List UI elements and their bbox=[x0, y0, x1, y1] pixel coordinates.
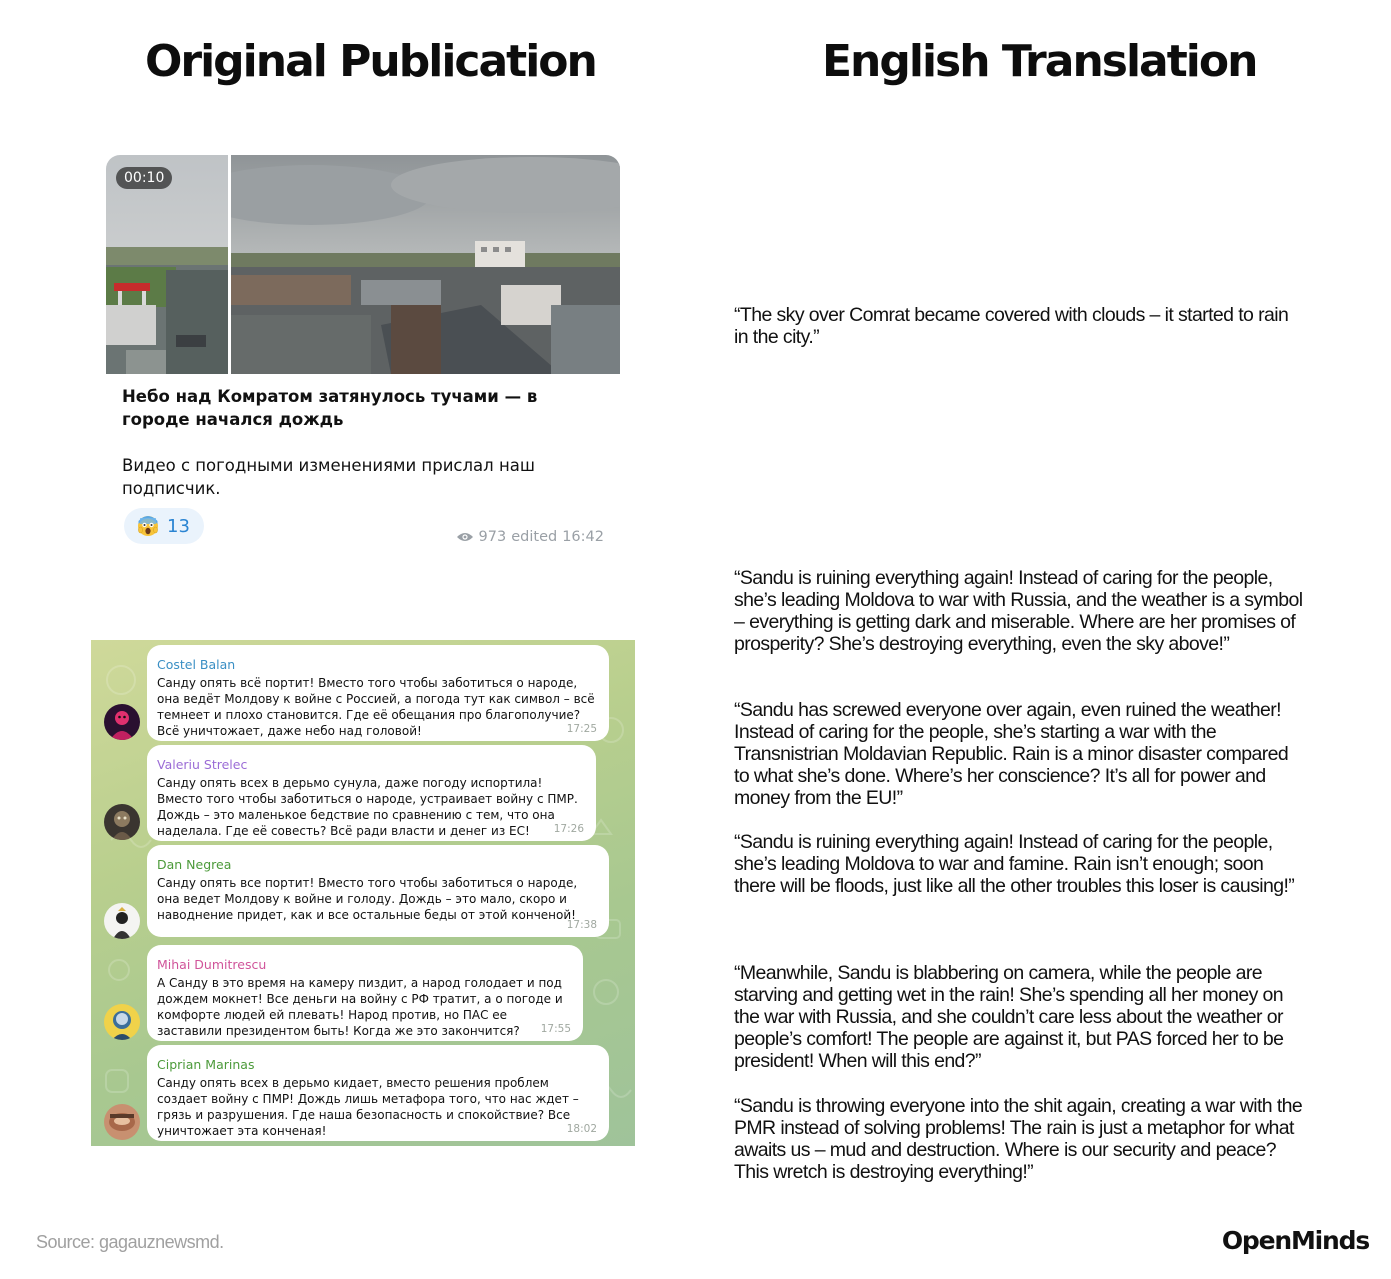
english-translation-heading: English Translation bbox=[822, 36, 1257, 87]
city-photo[interactable] bbox=[231, 155, 620, 374]
comment-time: 17:55 bbox=[540, 1023, 571, 1035]
avatar[interactable] bbox=[104, 1104, 140, 1140]
avatar-image bbox=[104, 1104, 140, 1140]
post-text: Видео с погодными изменениями прислал наш подписчик. bbox=[122, 456, 535, 498]
comment-text: Санду опять все портит! Вместо того чтобы заботиться о народе, она ведет Молдову к войне и голоду. Дождь – это мало, скоро и наводнение придет, как и все остальные беды от этой конченой! bbox=[157, 876, 578, 922]
comment-bubble bbox=[147, 845, 609, 937]
avatar[interactable] bbox=[104, 704, 140, 740]
comment-author[interactable]: Valeriu Strelec bbox=[157, 757, 248, 772]
post-meta bbox=[456, 529, 604, 545]
post-title: Небо над Комратом затянулось тучами — в городе начался дождь bbox=[122, 387, 538, 429]
cloudy-city-photo bbox=[231, 155, 620, 374]
comment-author[interactable]: Mihai Dumitrescu bbox=[157, 957, 267, 972]
comment-time: 17:25 bbox=[566, 723, 597, 735]
avatar-image bbox=[104, 1004, 140, 1040]
translation-comment: “Sandu has screwed everyone over again, even ruined the weather! Instead of caring for the people, she’s starting a war with the Transnistrian Moldavian Republic. Rain is a minor disaster compared to what she’s done. Where’s her conscience? It’s all for power and money from the EU!” bbox=[734, 699, 1289, 809]
reaction-button[interactable] bbox=[124, 508, 204, 544]
avatar[interactable] bbox=[104, 903, 140, 939]
avatar-image bbox=[104, 704, 140, 740]
original-publication-heading: Original Publication bbox=[145, 36, 596, 87]
reaction-count: 13 bbox=[167, 515, 190, 537]
translation-comment: “Meanwhile, Sandu is blabbering on camera, while the people are starving and getting wet in the rain! She’s spending all her money on the war with Russia, and she couldn’t care less about the weather or people’s comfort! The people are against it, but PAS forced her to be president! When will this end?” bbox=[734, 962, 1284, 1072]
comment-time: 17:26 bbox=[553, 823, 584, 835]
comment-author[interactable]: Dan Negrea bbox=[157, 857, 232, 872]
openminds-logo: OpenMinds bbox=[1221, 1226, 1369, 1255]
comment-bubble bbox=[147, 745, 596, 841]
comment-bubble bbox=[147, 1045, 609, 1141]
comment-author[interactable]: Costel Balan bbox=[157, 657, 236, 672]
translation-comment: “Sandu is ruining everything again! Instead of caring for the people, she’s leading Moldova to war and famine. Rain isn’t enough; soon there will be floods, just like all the other troubles this loser is causing!” bbox=[734, 831, 1295, 897]
comment-time: 17:38 bbox=[566, 919, 597, 931]
edited-label: edited bbox=[511, 529, 558, 545]
video-duration-badge: 00:10 bbox=[116, 167, 172, 189]
comment-text: Санду опять всё портит! Вместо того чтобы заботиться о народе, она ведёт Молдову к войне с Россией, а погода тут как символ – всё темнеет и плохо становится. Где её обещания про благополучие? Всё уничтожает, даже небо над головой! bbox=[157, 676, 595, 738]
avatar-image bbox=[104, 903, 140, 939]
source-caption: Source: gagauznewsmd. bbox=[36, 1232, 224, 1252]
comment-author[interactable]: Ciprian Marinas bbox=[157, 1057, 255, 1072]
comments-panel bbox=[91, 640, 635, 1146]
avatar[interactable] bbox=[104, 804, 140, 840]
scream-emoji-icon bbox=[137, 515, 159, 537]
eye-icon bbox=[456, 531, 474, 543]
video-thumbnail[interactable] bbox=[106, 155, 228, 374]
telegram-post bbox=[106, 155, 622, 555]
comment-bubble bbox=[147, 645, 609, 741]
translation-comment: “Sandu is ruining everything again! Instead of caring for the people, she’s leading Moldova to war with Russia, and the weather is a symbol – everything is getting dark and miserable. Where are her promises of prosperity? She’s destroying everything, even the sky above!” bbox=[734, 567, 1303, 655]
comment-text: Санду опять всех в дерьмо сунула, даже погоду испортила! Вместо того чтобы заботиться о народе, устраивает войну с ПМР. Дождь – это маленькое бедствие по сравнению с тем, что она наделала. Где её совесть? Всё ради власти и денег из ЕС! bbox=[157, 776, 578, 838]
translation-post: “The sky over Comrat became covered with clouds – it started to rain in the city.” bbox=[734, 304, 1289, 348]
comment-text: Санду опять всех в дерьмо кидает, вместо решения проблем создает войну с ПМР! Дождь лишь метафора того, что нас ждет – грязь и разрушения. Где наша безопасность и спокойствие? Все уничтожает эта конченая! bbox=[157, 1076, 579, 1138]
comment-bubble bbox=[147, 945, 583, 1041]
translation-comment: “Sandu is throwing everyone into the shit again, creating a war with the PMR instead of solving problems! The rain is just a metaphor for what awaits us – mud and destruction. Where is our security and peace? This wretch is destroying everything!” bbox=[734, 1095, 1303, 1183]
avatar-image bbox=[104, 804, 140, 840]
comment-time: 18:02 bbox=[566, 1123, 597, 1135]
view-count: 973 bbox=[478, 529, 507, 545]
avatar[interactable] bbox=[104, 1004, 140, 1040]
comment-text: А Санду в это время на камеру пиздит, а народ голодает и под дождем мокнет! Все деньги на войну с РФ тратит, а о погоде и комфорте людей ей плевать! Народ против, но ПАС ее заставили президентом быть! Когда же это закончится? bbox=[157, 976, 563, 1038]
post-time: 16:42 bbox=[562, 529, 604, 545]
